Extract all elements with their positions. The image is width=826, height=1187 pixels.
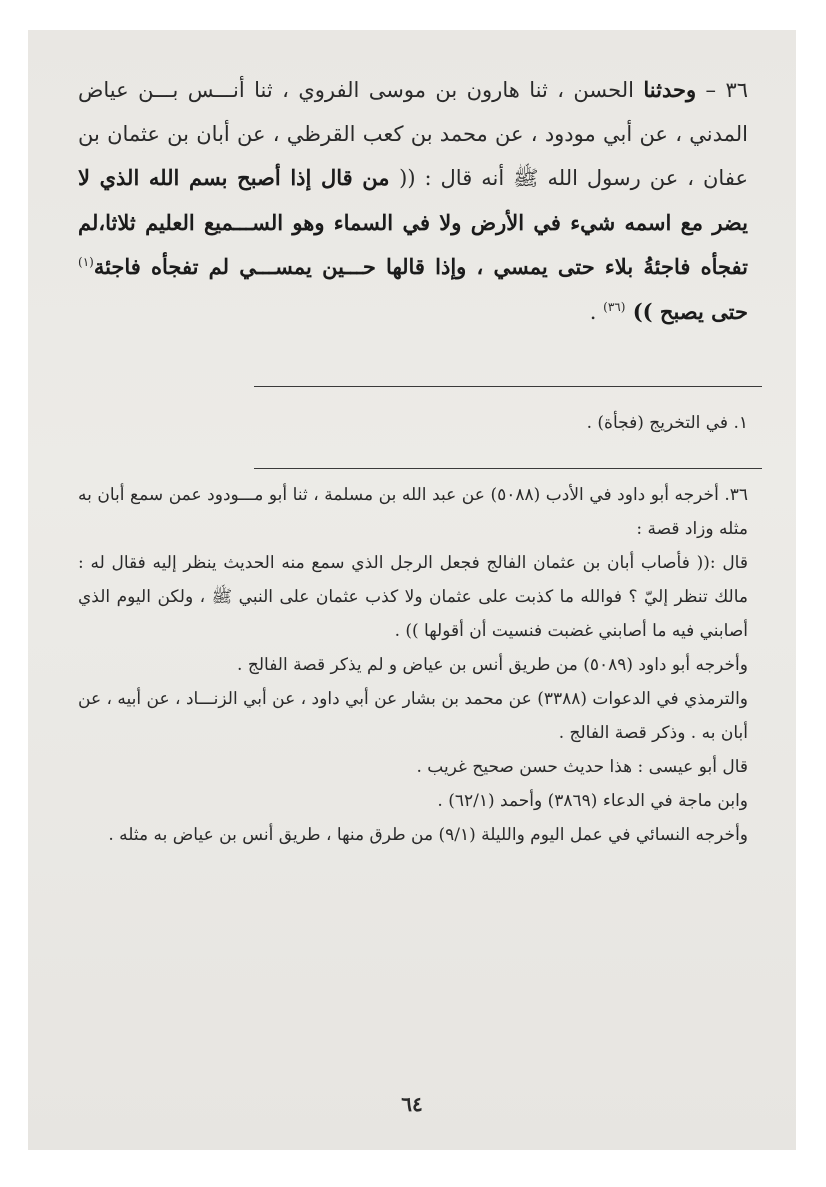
- hadith-matn-2: حتى يصبح: [652, 298, 748, 324]
- footnote-line: قال أبو عيسى : هذا حديث حسن صحيح غريب .: [416, 757, 748, 777]
- footnote-divider-2: [254, 468, 762, 469]
- hadith-number: ٣٦ –: [696, 78, 748, 102]
- footnote-line: وأخرجه النسائي في عمل اليوم والليلة (٩/١) من طرق منها ، طريق أنس بن عياض به مثله .: [108, 825, 748, 845]
- hadith-closing: )): [625, 298, 653, 324]
- hadith-matn-1: من قال إذا أصبح بسم الله الذي لا يضر مع اسمه شيء في الأرض ولا في السماء وهو الســـميع العليم ثلاثا،لم تفجأه فاجئةُ بلاء حتى يمسي ، وإذا قالها حـــين يمســـي لم تفجأه فاجئة: [78, 165, 748, 279]
- footnote-line: قال :(( فأصاب أبان بن عثمان الفالج فجعل الرجل الذي سمع منه الحديث ينظر إليه فقال له : مالك تنظر إليّ ؟ فوالله ما كذبت على عثمان ولا كذب عثمان على النبي ﷺ ، ولكن اليوم الذي أصابني فيه ما أصابني غضبت فنسيت أن أقولها )) .: [78, 553, 748, 641]
- footnote-ref-36: (٣٦): [603, 299, 626, 314]
- hadith-isnad: الحسن ، ثنا هارون بن موسى الفروي ، ثنا أنـــس بـــن عياض المدني ، عن أبي مودود ، عن محمد بن كعب القرظي ، عن أبان بن عثمان بن عفان ، عن رسول الله ﷺ أنه قال : ((: [78, 78, 748, 190]
- footnote-divider-1: [254, 386, 762, 387]
- footnote-line: والترمذي في الدعوات (٣٣٨٨) عن محمد بن بشار عن أبي داود ، عن أبي الزنـــاد ، عن أبيه ، عن أبان به . وذكر قصة الفالج .: [78, 689, 748, 743]
- takhrij-footnotes: [78, 478, 748, 852]
- book-page: [28, 30, 796, 1150]
- hadith-text: [78, 68, 748, 334]
- footnote-ref-1: (١): [78, 255, 94, 269]
- footnote-line: وأخرجه أبو داود (٥٠٨٩) من طريق أنس بن عياض و لم يذكر قصة الفالج .: [237, 655, 748, 675]
- hadith-period: .: [589, 299, 604, 324]
- page-number: ٦٤: [401, 1092, 423, 1116]
- footnote-1: ١. في التخريج (فجأة) .: [586, 413, 748, 433]
- hadith-opening: وحدثنا: [643, 77, 697, 102]
- footnote-line: وابن ماجة في الدعاء (٣٨٦٩) وأحمد (٦٢/١) .: [437, 791, 748, 811]
- footnote-line: ٣٦. أخرجه أبو داود في الأدب (٥٠٨٨) عن عبد الله بن مسلمة ، ثنا أبو مـــودود عمن سمع أبان به مثله وزاد قصة :: [78, 485, 749, 539]
